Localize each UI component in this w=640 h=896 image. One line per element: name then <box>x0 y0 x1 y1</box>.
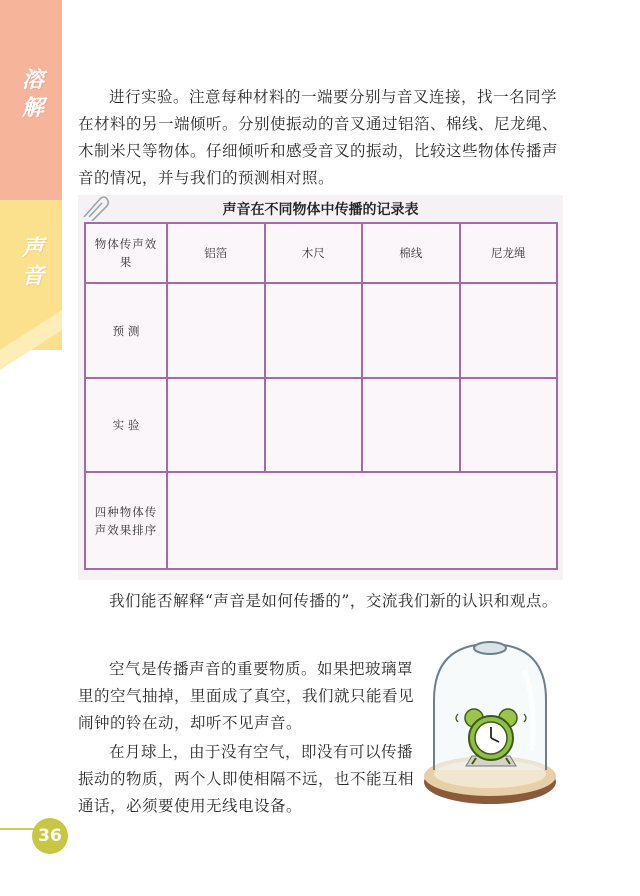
side-char-3: 声 <box>21 236 44 261</box>
table-row <box>85 283 557 378</box>
record-table <box>84 222 558 570</box>
table-cell[interactable] <box>362 378 460 473</box>
table-cell[interactable] <box>167 283 265 378</box>
moon-paragraph: 在月球上，由于没有空气，即没有可以传播振动的物质，两个人即使相隔不远，也不能互相通话，必须要使用无线电设备。 <box>78 743 415 815</box>
column-header: 尼龙绳 <box>460 223 558 283</box>
air-paragraph: 空气是传播声音的重要物质。如果把玻璃罩里的空气抽掉，里面成了真空，我们就只能看见闹钟的铃在动，却听不见声音。 <box>78 660 415 732</box>
record-table-area <box>78 195 563 580</box>
side-char-1: 溶 <box>21 68 44 93</box>
table-header-row <box>85 223 557 283</box>
band-diagonal <box>0 0 62 896</box>
column-header: 木尺 <box>265 223 363 283</box>
bell-jar-alarm-clock-icon <box>420 640 560 810</box>
table-cell[interactable] <box>362 283 460 378</box>
intro-paragraph: 进行实验。注意每种材料的一端要分别与音叉连接，找一名同学在材料的另一端倾听。分别使振动的音叉通过铝箔、棉线、尼龙绳、木制米尺等物体。仔细倾听和感受音叉的振动，比较这些物体传播声音的情况，并与我们的预测相对照。 <box>78 88 559 187</box>
side-char-2: 解 <box>21 96 44 121</box>
table-cell[interactable] <box>460 378 558 473</box>
table-cell[interactable] <box>167 378 265 473</box>
table-row <box>85 472 557 569</box>
table-cell[interactable] <box>265 283 363 378</box>
table-corner-cell: 物体传声效果 <box>85 223 167 283</box>
side-char-4: 音 <box>21 264 44 289</box>
column-header: 铝箔 <box>167 223 265 283</box>
page-number: 36 <box>32 818 68 854</box>
row-header: 实 验 <box>85 378 167 473</box>
column-header: 棉线 <box>362 223 460 283</box>
table-cell[interactable] <box>460 283 558 378</box>
table-title: 声音在不同物体中传播的记录表 <box>222 202 419 218</box>
table-cell[interactable] <box>265 378 363 473</box>
question-paragraph: 我们能否解释“声音是如何传播的”，交流我们新的认识和观点。 <box>109 592 558 610</box>
row-header: 预 测 <box>85 283 167 378</box>
table-row <box>85 378 557 473</box>
side-band <box>0 0 62 896</box>
row-header: 四种物体传声效果排序 <box>85 472 167 569</box>
summary-cell[interactable] <box>167 472 557 569</box>
